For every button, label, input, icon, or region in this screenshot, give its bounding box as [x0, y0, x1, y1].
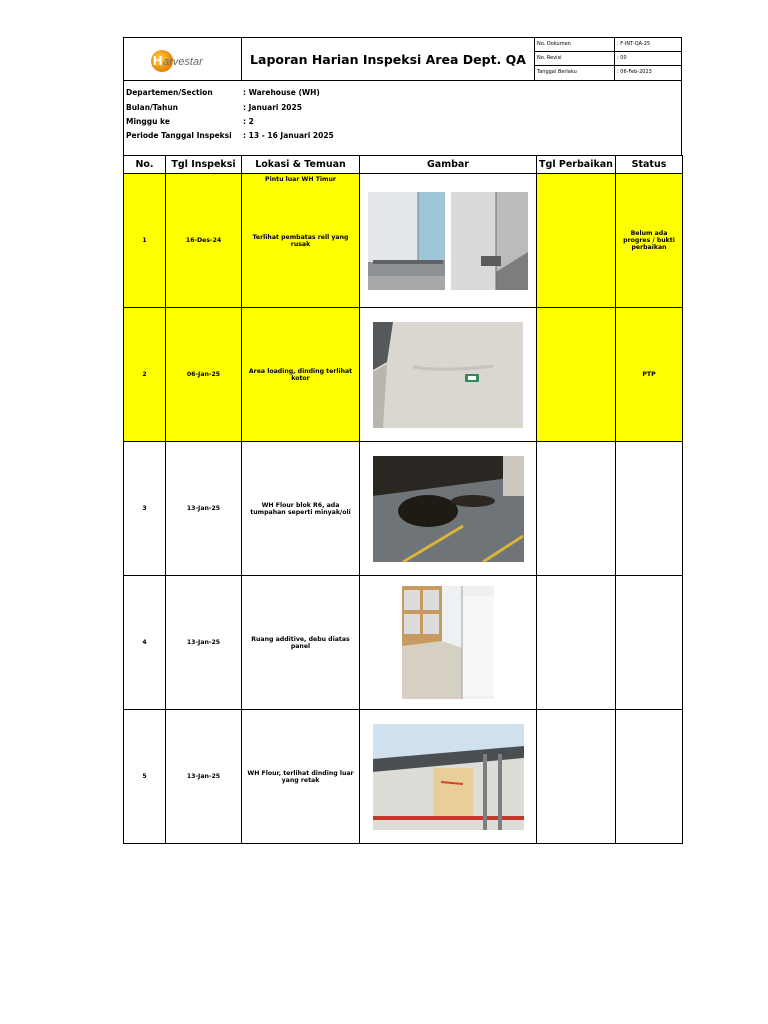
cracked-wall-photo [373, 724, 524, 830]
finding-text: WH Flour blok R6, ada tumpahan seperti minyak/oli [250, 501, 351, 516]
additive-panel-photo [402, 586, 494, 699]
meta-value: : F-INT-QA-25 [617, 41, 651, 47]
status: Belum ada progres / bukti perbaikan [616, 174, 683, 308]
report-info [123, 81, 682, 155]
finding-text: WH Flour, terlihat dinding luar yang retak [247, 769, 354, 784]
table-row [124, 308, 683, 442]
meta-value: : 00 [617, 55, 627, 61]
svg-text:H: H [153, 53, 163, 68]
logo [124, 38, 242, 80]
photo-cell [360, 576, 537, 710]
meta-row [535, 66, 681, 80]
inspection-date: 13-Jan-25 [166, 576, 242, 710]
fix-date [537, 710, 616, 844]
fix-date [537, 174, 616, 308]
column-header: Status [616, 156, 683, 174]
meta-value: : 06-Feb-2023 [617, 69, 652, 75]
row-number: 1 [124, 174, 166, 308]
loading-wall-photo [373, 322, 523, 428]
location-finding [242, 174, 360, 308]
photo-cell [360, 442, 537, 576]
table-row [124, 576, 683, 710]
row-number: 2 [124, 308, 166, 442]
findings-table [123, 155, 683, 844]
row-number: 3 [124, 442, 166, 576]
photo-cell [360, 308, 537, 442]
fix-date [537, 442, 616, 576]
photo-cell [360, 710, 537, 844]
status [616, 576, 683, 710]
inspection-date: 06-Jan-25 [166, 308, 242, 442]
fix-date [537, 308, 616, 442]
info-label: Periode Tanggal Inspeksi [126, 131, 232, 140]
info-value: : 13 - 16 Januari 2025 [243, 131, 334, 140]
info-value: : Warehouse (WH) [243, 88, 320, 97]
svg-text:arvestar: arvestar [163, 56, 203, 68]
inspection-report [123, 37, 682, 844]
inspection-date: 13-Jan-25 [166, 442, 242, 576]
finding-text: Terlihat pembatas rell yang rusak [252, 233, 349, 248]
column-header: Tgl Perbaikan [537, 156, 616, 174]
status [616, 442, 683, 576]
harvestar-logo-icon [124, 38, 241, 80]
meta-row [535, 38, 681, 52]
info-label: Minggu ke [126, 117, 170, 126]
location-finding [242, 576, 360, 710]
meta-label: Tanggal Berlaku [535, 66, 615, 80]
location-finding [242, 710, 360, 844]
report-header [123, 37, 682, 81]
meta-label: No. Revisi [535, 52, 615, 65]
location-title: Pintu luar WH Timur [265, 176, 336, 183]
meta-row [535, 52, 681, 66]
location-finding [242, 442, 360, 576]
column-header: Tgl Inspeksi [166, 156, 242, 174]
row-number: 5 [124, 710, 166, 844]
inspection-date: 16-Des-24 [166, 174, 242, 308]
info-label: Departemen/Section [126, 88, 213, 97]
table-row [124, 174, 683, 308]
fix-date [537, 576, 616, 710]
table-row [124, 442, 683, 576]
table-row [124, 710, 683, 844]
finding-text: Area loading, dinding terlihat kotor [248, 367, 353, 382]
document-meta [535, 38, 681, 80]
inspection-date: 13-Jan-25 [166, 710, 242, 844]
status [616, 710, 683, 844]
meta-label: No. Dokumen [535, 38, 615, 51]
status: PTP [616, 308, 683, 442]
info-value: : Januari 2025 [243, 103, 302, 112]
finding-text: Ruang additive, debu diatas panel [251, 635, 350, 650]
table-header-row [124, 156, 683, 174]
row-number: 4 [124, 576, 166, 710]
door-rail-closeup-photo [451, 192, 528, 290]
oil-spill-photo [373, 456, 524, 562]
info-value: : 2 [243, 117, 254, 126]
door-rail-photo [368, 192, 445, 290]
photo-cell [360, 174, 537, 308]
report-title: Laporan Harian Inspeksi Area Dept. QA [242, 38, 535, 80]
column-header: Lokasi & Temuan [242, 156, 360, 174]
info-label: Bulan/Tahun [126, 103, 178, 112]
location-finding [242, 308, 360, 442]
column-header: Gambar [360, 156, 537, 174]
column-header: No. [124, 156, 166, 174]
